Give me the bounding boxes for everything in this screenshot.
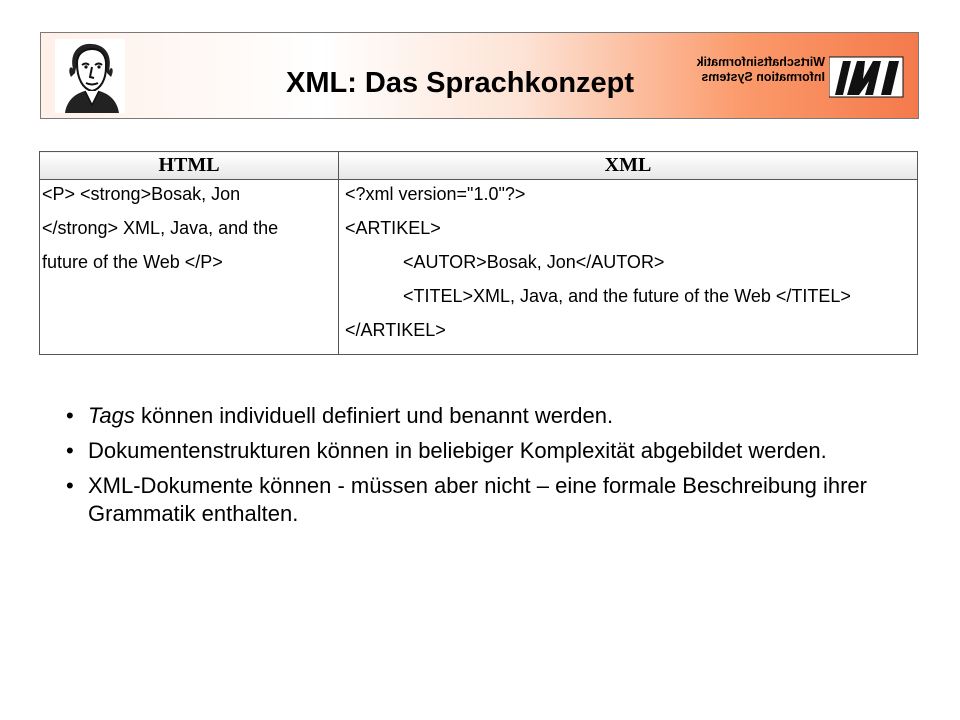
bullet-text: Dokumentenstrukturen können in beliebiger Komplexität abgebildet werden. <box>88 438 827 463</box>
html-line: future of the Web </P> <box>42 252 223 272</box>
xml-line: </ARTIKEL> <box>345 320 446 340</box>
list-item <box>66 402 906 430</box>
list-item <box>66 437 906 465</box>
html-line: </strong> XML, Java, and the <box>42 218 279 238</box>
bullet-text: können individuell definiert und benannt werden. <box>134 403 614 428</box>
html-code-cell <box>40 180 339 355</box>
iwi-logo <box>696 53 907 103</box>
table-header-row <box>40 152 918 180</box>
xml-code-cell <box>339 180 918 355</box>
bullet-dot: • <box>66 403 74 428</box>
xml-line: <AUTOR>Bosak, Jon</AUTOR> <box>403 252 665 272</box>
bullet-dot: • <box>66 473 74 498</box>
column-header-xml: XML <box>339 152 918 180</box>
goethe-portrait-icon <box>55 39 125 113</box>
bullet-list <box>66 402 906 535</box>
slide-title: XML: Das Sprachkonzept <box>286 67 635 99</box>
comparison-table <box>39 151 918 355</box>
iwi-mark-icon <box>829 53 905 99</box>
xml-line: <?xml version="1.0"?> <box>345 184 526 204</box>
bullet-emphasis: Tags <box>88 403 135 428</box>
html-line: <P> <strong>Bosak, Jon <box>42 184 241 204</box>
slide-header <box>40 32 919 119</box>
xml-line: <ARTIKEL> <box>345 218 441 238</box>
xml-line: <TITEL>XML, Java, and the future of the Web </TITEL> <box>403 286 851 306</box>
column-header-html: HTML <box>40 152 339 180</box>
bullet-dot: • <box>66 438 74 463</box>
iwi-logo-line1: Wirtschaftsinformatik <box>696 55 825 69</box>
iwi-logo-text <box>696 55 825 85</box>
iwi-logo-line2: Information Systems <box>701 70 825 84</box>
list-item <box>66 472 906 528</box>
bullet-text: XML-Dokumente können - müssen aber nicht – eine formale Beschreibung ihrer Grammatik enthalten. <box>88 473 867 526</box>
table-row <box>40 180 918 355</box>
